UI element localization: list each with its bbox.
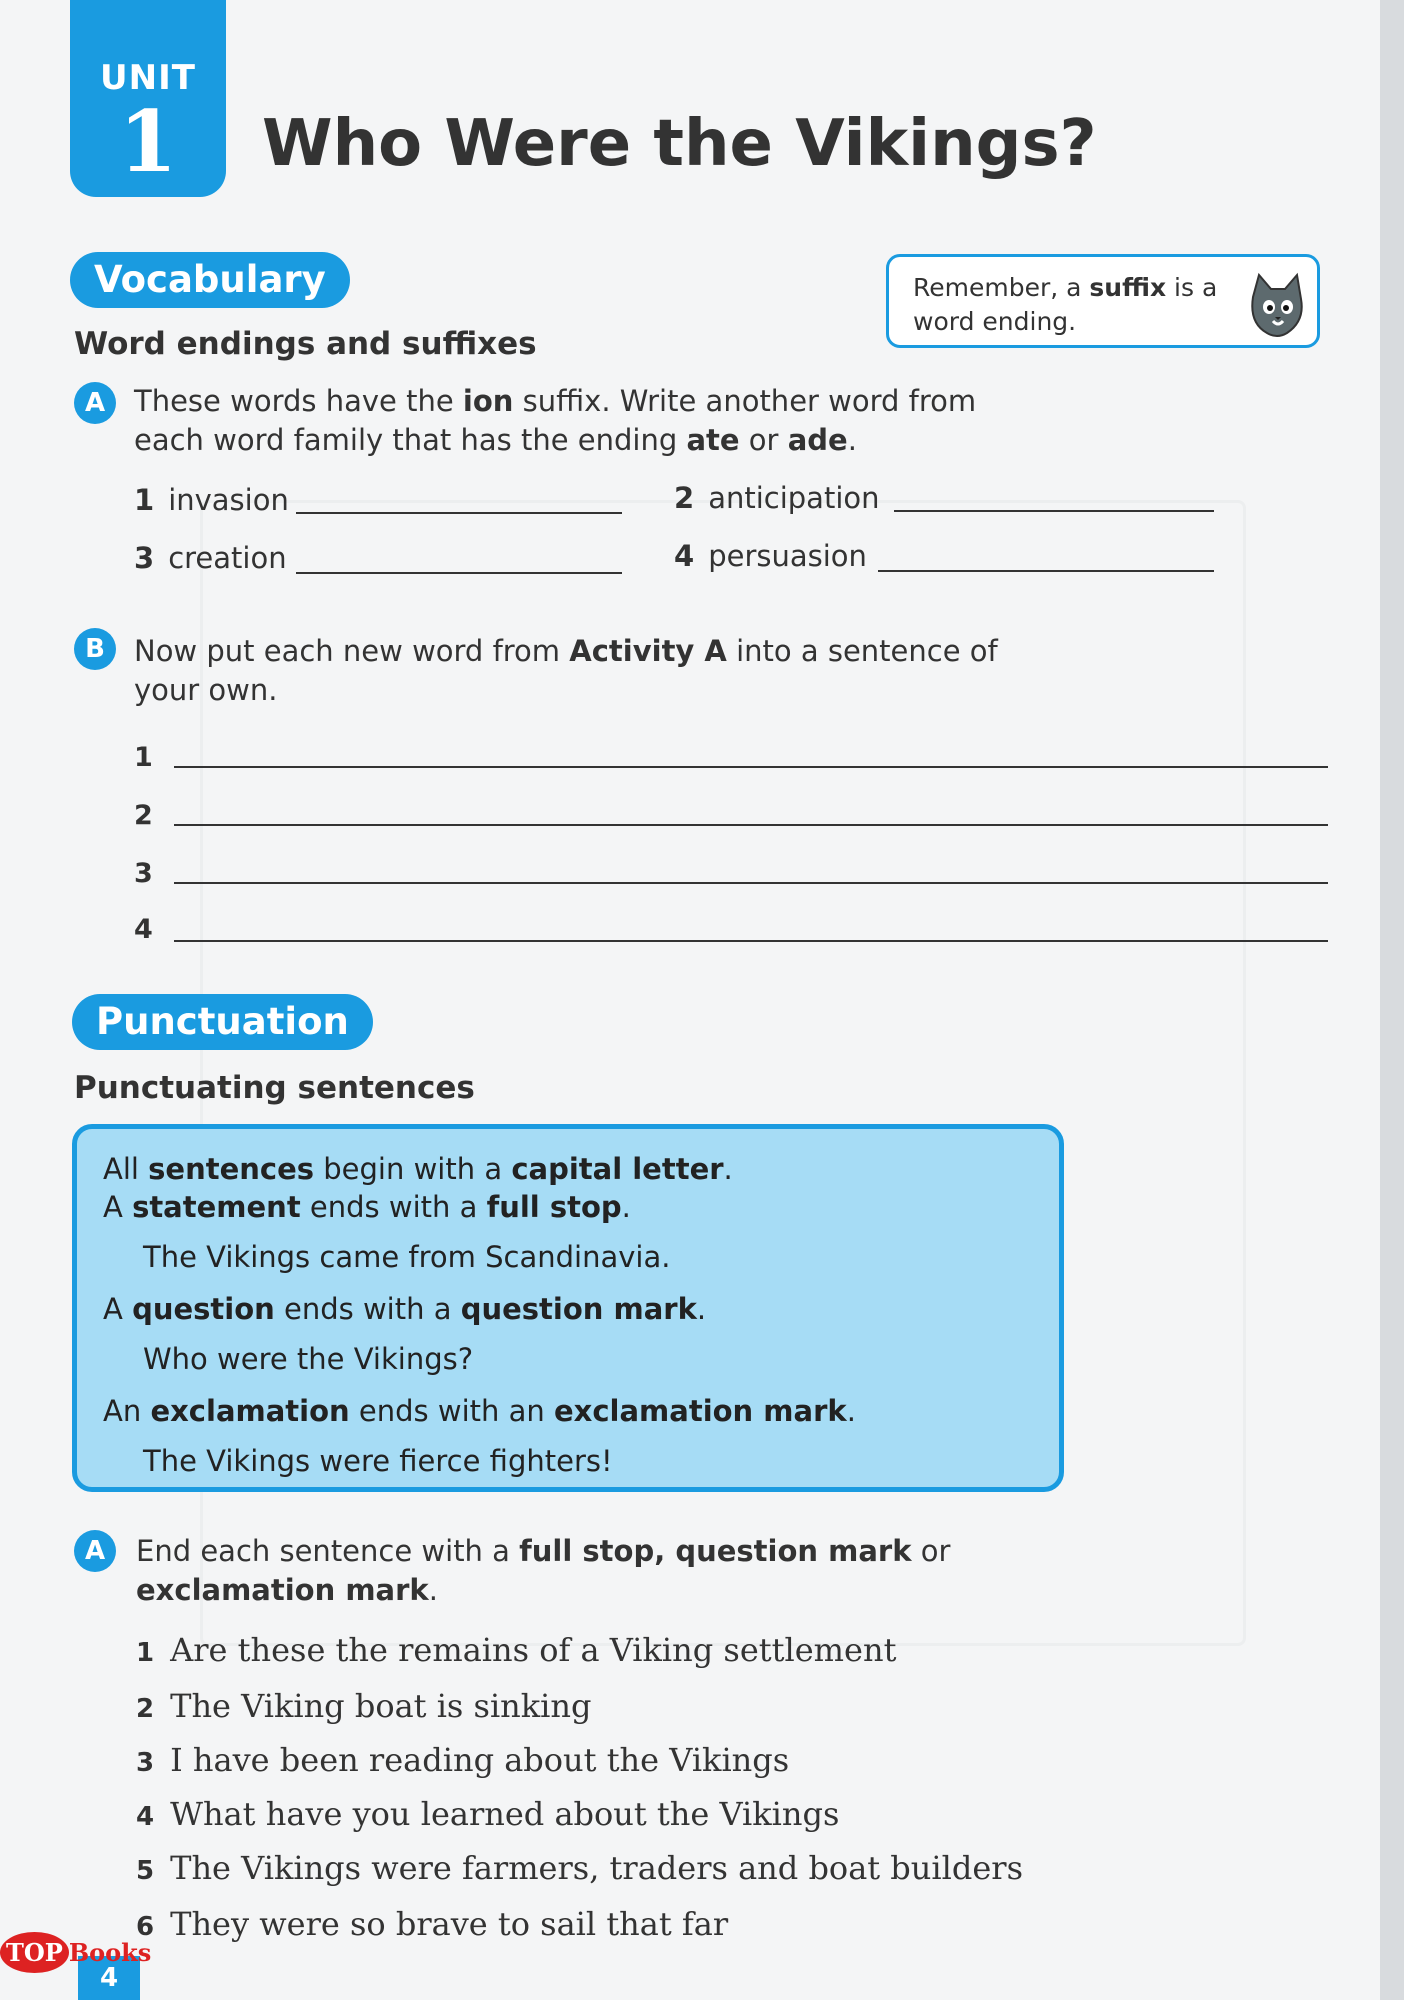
vocab-item-3: 3 creation <box>134 541 287 575</box>
sentence-line-number: 1 <box>134 742 153 773</box>
sentence-line[interactable] <box>174 824 1328 826</box>
page-edge <box>1380 0 1404 2000</box>
sentence-item: 4 What have you learned about the Vikings <box>136 1795 840 1833</box>
sentence-line[interactable] <box>174 882 1328 884</box>
punctuation-activity-a-badge: A <box>74 1530 116 1572</box>
answer-line[interactable] <box>296 572 622 574</box>
sentence-item: 6 They were so brave to sail that far <box>136 1905 729 1943</box>
rule-statement: A statement ends with a full stop. <box>103 1190 631 1224</box>
example-exclamation: The Vikings were fierce fighters! <box>143 1444 613 1478</box>
activity-b-badge: B <box>74 628 116 670</box>
punctuation-rules-box <box>72 1124 1064 1492</box>
sentence-item: 5 The Vikings were farmers, traders and boat builders <box>136 1849 1023 1887</box>
sentence-item: 3 I have been reading about the Vikings <box>136 1741 790 1779</box>
vocabulary-subheading: Word endings and suffixes <box>74 326 537 362</box>
page-title: Who Were the Vikings? <box>262 107 1097 181</box>
activity-a-instruction: These words have the ion suffix. Write another word from each word family that has the ending ate or ade. <box>134 384 977 457</box>
vocab-item-4: 4 persuasion <box>674 539 867 573</box>
sentence-line-number: 3 <box>134 858 153 889</box>
tip-text: Remember, a suffix is a word ending. <box>913 273 1218 336</box>
rule-question: A question ends with a question mark. <box>103 1292 707 1326</box>
rule-exclamation: An exclamation ends with an exclamation mark. <box>103 1394 856 1428</box>
suffix-tip-box <box>886 254 1320 348</box>
unit-number: 1 <box>118 92 178 191</box>
sentence-item: 1 Are these the remains of a Viking settlement <box>136 1631 897 1669</box>
sentence-line[interactable] <box>174 940 1328 942</box>
activity-b-instruction: Now put each new word from Activity A into a sentence of your own. <box>134 634 998 707</box>
cat-mascot-icon <box>1243 271 1311 341</box>
sentence-line-number: 4 <box>134 914 153 945</box>
topbooks-logo: TOP Books <box>0 1938 151 1967</box>
answer-line[interactable] <box>894 510 1214 512</box>
activity-a-badge: A <box>74 382 116 424</box>
example-statement: The Vikings came from Scandinavia. <box>143 1240 671 1274</box>
punctuation-subheading: Punctuating sentences <box>74 1070 475 1106</box>
punctuation-activity-a-instruction: End each sentence with a full stop, question mark or exclamation mark. <box>136 1534 951 1607</box>
example-question: Who were the Vikings? <box>143 1342 474 1376</box>
answer-line[interactable] <box>878 570 1214 572</box>
sentence-line-number: 2 <box>134 800 153 831</box>
answer-line[interactable] <box>296 512 622 514</box>
punctuation-section-label: Punctuation <box>72 994 373 1050</box>
vocab-item-2: 2 anticipation <box>674 481 880 515</box>
vocab-item-1: 1 invasion <box>134 483 289 517</box>
sentence-item: 2 The Viking boat is sinking <box>136 1687 592 1725</box>
sentence-line[interactable] <box>174 766 1328 768</box>
vocabulary-section-label: Vocabulary <box>70 252 350 308</box>
rule-capital-letter: All sentences begin with a capital letter. <box>103 1152 733 1186</box>
unit-label: UNIT <box>100 58 196 98</box>
unit-tab <box>70 0 226 197</box>
page-number: 4 <box>78 1956 140 2000</box>
